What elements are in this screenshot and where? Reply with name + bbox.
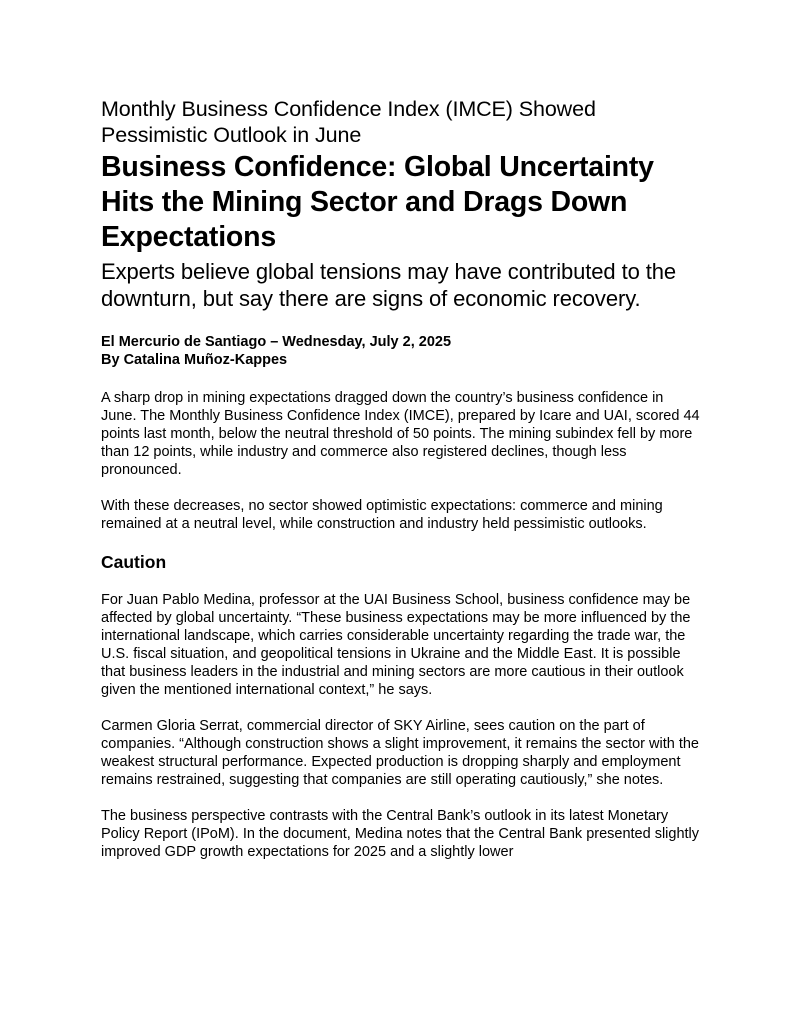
body-paragraph: Carmen Gloria Serrat, commercial director of SKY Airline, sees caution on the part of companies. “Although construction shows a slight improvement, it remains the sector with the weakest structural performance. Expected production is dropping sharply and employment remains restrained, suggesting that companies are still operating cautiously,” she notes. [101,718,699,788]
article-kicker: Monthly Business Confidence Index (IMCE) Showed Pessimistic Outlook in June [101,97,596,147]
article [101,96,701,861]
article-dek: Experts believe global tensions may have contributed to the downturn, but say there are signs of economic recovery. [101,259,677,311]
byline: By Catalina Muñoz-Kappes [101,352,288,368]
dateline: El Mercurio de Santiago – Wednesday, July 2, 2025 [101,334,452,350]
byline-block [101,333,701,369]
article-headline: Business Confidence: Global Uncertainty Hits the Mining Sector and Drags Down Expectations [101,151,654,253]
body-paragraph: A sharp drop in mining expectations dragged down the country’s business confidence in June. The Monthly Business Confidence Index (IMCE), prepared by Icare and UAI, scored 44 points last month, below the neutral threshold of 50 points. The mining subindex fell by more than 12 points, while industry and commerce also registered declines, though less pronounced. [101,390,700,478]
body-paragraph: The business perspective contrasts with the Central Bank’s outlook in its latest Monetary Policy Report (IPoM). In the document, Medina notes that the Central Bank presented slightly improved GDP growth expectations for 2025 and a slightly lower [101,808,700,860]
body-paragraph: For Juan Pablo Medina, professor at the UAI Business School, business confidence may be affected by global uncertainty. “These business expectations may be more influenced by the international landscape, which carries considerable uncertainty regarding the trade war, the U.S. fiscal situation, and geopolitical tensions in Ukraine and the Middle East. It is possible that business leaders in the industrial and mining sectors are more cautious in their outlook given the mentioned international context,” he says. [101,592,691,698]
section-heading: Caution [101,552,167,572]
body-paragraph: With these decreases, no sector showed optimistic expectations: commerce and mining remained at a neutral level, while construction and industry held pessimistic outlooks. [101,498,663,532]
